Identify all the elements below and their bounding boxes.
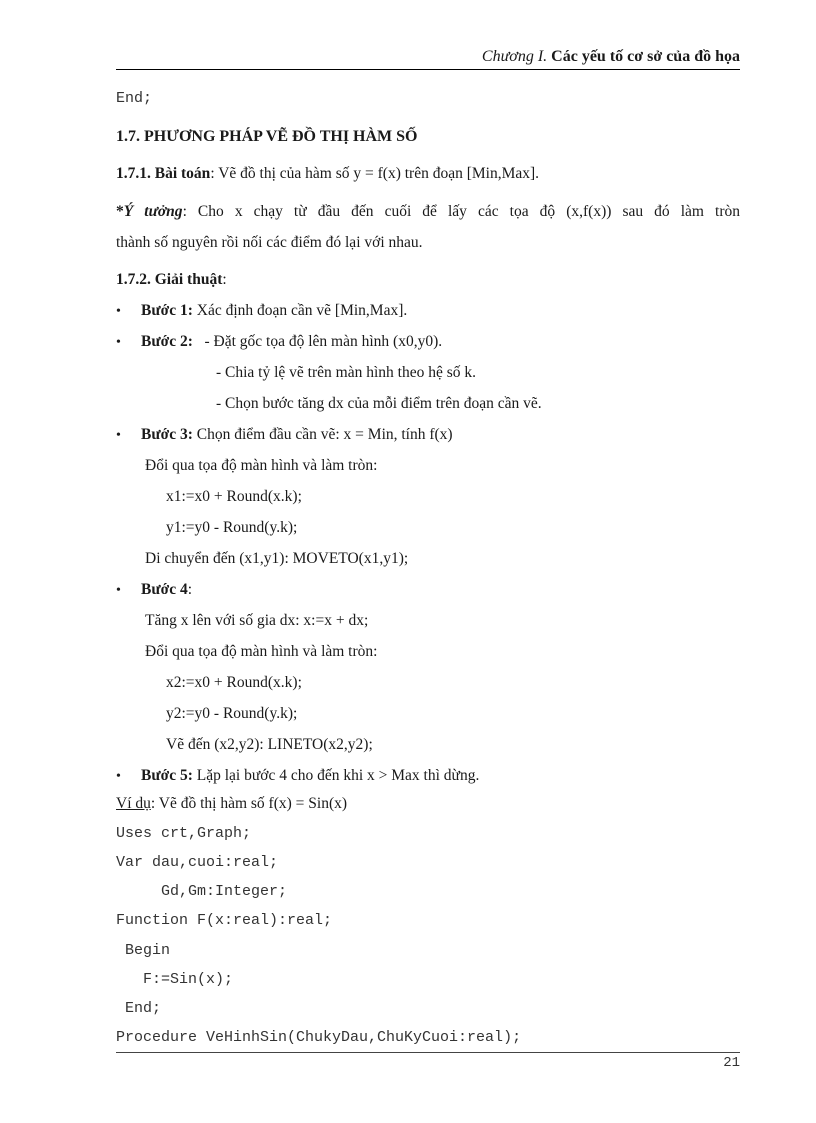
step-2-line-2: - Chia tỷ lệ vẽ trên màn hình theo hệ số k.	[216, 364, 476, 381]
code-line: Var dau,cuoi:real;	[116, 854, 279, 871]
problem-label: 1.7.1. Bài toán	[116, 165, 211, 182]
step-5-label: Bước 5:	[141, 767, 193, 784]
code-line: Gd,Gm:Integer;	[116, 883, 288, 900]
example-text: : Vẽ đồ thị hàm số f(x) = Sin(x)	[150, 795, 348, 812]
step-5-text: Lặp lại bước 4 cho đến khi x > Max thì dừng.	[192, 767, 480, 784]
idea-line-2: thành số nguyên rồi nối các điểm đó lại với nhau.	[116, 234, 423, 251]
code-line: F:=Sin(x);	[116, 971, 234, 988]
code-line: Begin	[116, 942, 171, 959]
footer-rule	[116, 1052, 740, 1053]
code-line: Function F(x:real):real;	[116, 912, 333, 929]
idea-star: *	[116, 203, 124, 220]
step-2-label: Bước 2:	[141, 333, 193, 350]
step-4-y2: y2:=y0 - Round(y.k);	[166, 705, 298, 722]
problem-line	[116, 164, 539, 184]
bullet-icon: •	[116, 304, 121, 319]
step-4-draw: Vẽ đến (x2,y2): LINETO(x2,y2);	[166, 736, 373, 753]
header-rule	[116, 69, 740, 70]
step-2-text: - Đặt gốc tọa độ lên màn hình (x0,y0).	[192, 333, 443, 350]
step-1-text: Xác định đoạn cần vẽ [Min,Max].	[192, 302, 408, 319]
step-4-x2: x2:=x0 + Round(x.k);	[166, 674, 302, 691]
bullet-icon: •	[116, 769, 121, 784]
idea-line	[116, 202, 740, 222]
step-2-line-3: - Chọn bước tăng dx của mỗi điểm trên đoạn cần vẽ.	[216, 395, 542, 412]
bullet-icon: •	[116, 335, 121, 350]
step-3-label: Bước 3:	[141, 426, 193, 443]
example-label: Ví dụ	[116, 795, 151, 812]
code-line: Procedure VeHinhSin(ChukyDau,ChuKyCuoi:real);	[116, 1029, 522, 1046]
step-4-label: Bước 4	[141, 581, 188, 598]
step-4-line-2: Đổi qua tọa độ màn hình và làm tròn:	[145, 643, 378, 660]
step-3-y1: y1:=y0 - Round(y.k);	[166, 519, 298, 536]
step-4	[141, 580, 192, 600]
chapter-label: Chương I.	[481, 48, 548, 65]
step-4-line-1: Tăng x lên với số gia dx: x:=x + dx;	[145, 612, 369, 629]
chapter-title: Các yếu tố cơ sở của đồ họa	[551, 48, 740, 65]
algo-colon: :	[222, 271, 227, 288]
problem-text: : Vẽ đồ thị của hàm số y = f(x) trên đoạn [Min,Max].	[210, 165, 540, 182]
step-2	[141, 332, 442, 352]
step-1	[141, 301, 407, 321]
step-3-move: Di chuyển đến (x1,y1): MOVETO(x1,y1);	[145, 550, 409, 567]
page-number: 21	[723, 1055, 740, 1071]
algo-label: 1.7.2. Giải thuật	[116, 271, 223, 288]
step-3-line-2: Đổi qua tọa độ màn hình và làm tròn:	[145, 457, 378, 474]
idea-text: : Cho x chạy từ đầu đến cuối để lấy các tọa độ (x,f(x)) sau đó làm tròn	[182, 203, 740, 220]
page-header	[116, 46, 740, 68]
bullet-icon: •	[116, 583, 121, 598]
example-line	[116, 794, 347, 814]
bullet-icon: •	[116, 428, 121, 443]
step-3-x1: x1:=x0 + Round(x.k);	[166, 488, 302, 505]
code-end-line: End;	[116, 90, 153, 107]
step-3-text: Chọn điểm đầu cần vẽ: x = Min, tính f(x)	[192, 426, 453, 443]
idea-label: Ý tưởng	[123, 203, 183, 220]
step-5	[141, 766, 479, 786]
code-line: Uses crt,Graph;	[116, 825, 252, 842]
code-line: End;	[116, 1000, 162, 1017]
step-1-label: Bước 1:	[141, 302, 193, 319]
step-3	[141, 425, 453, 445]
section-heading: 1.7. PHƯƠNG PHÁP VẼ ĐỒ THỊ HÀM SỐ	[116, 128, 418, 145]
algo-heading	[116, 270, 227, 290]
step-4-colon: :	[187, 581, 193, 598]
